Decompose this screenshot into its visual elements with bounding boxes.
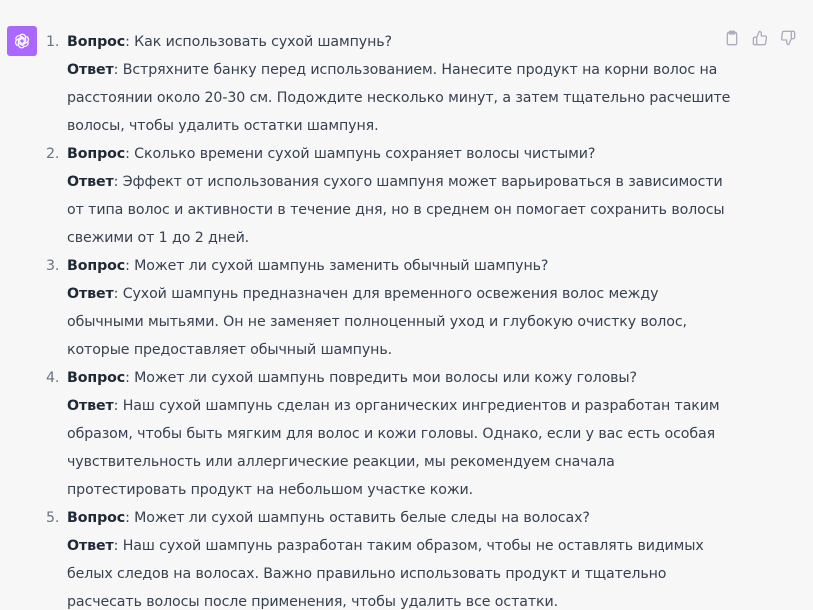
question-line bbox=[67, 252, 760, 280]
answer-text: белых следов на волосах. Важно правильно использовать продукт и тщательно bbox=[67, 566, 667, 582]
list-item bbox=[0, 140, 760, 252]
list-number: 4. bbox=[46, 370, 60, 386]
answer-text: расстоянии около 20-30 см. Подождите несколько минут, а затем тщательно расчешите bbox=[67, 90, 731, 106]
answer-text: от типа волос и активности в течение дня, но в среднем он помогает сохранить волосы bbox=[67, 202, 725, 218]
answer-text: : Сухой шампунь предназначен для временного освежения волос между bbox=[113, 286, 659, 302]
answer-line bbox=[67, 168, 760, 196]
thumbs-down-icon bbox=[780, 30, 796, 46]
question-line bbox=[67, 140, 760, 168]
answer-text: обычными мытьями. Он не заменяет полноценный уход и глубокую очистку волос, bbox=[67, 314, 687, 330]
list-item bbox=[0, 252, 760, 364]
answer-text: свежими от 1 до 2 дней. bbox=[67, 230, 250, 246]
question-text: : Может ли сухой шампунь заменить обычный шампунь? bbox=[125, 258, 549, 274]
answer-text: образом, чтобы быть мягким для волос и кожи головы. Однако, если у вас есть особая bbox=[67, 426, 716, 442]
question-text: : Как использовать сухой шампунь? bbox=[125, 34, 392, 50]
thumbs-down-button[interactable] bbox=[779, 29, 797, 47]
question-line bbox=[67, 28, 760, 56]
answer-text: которые предоставляет обычный шампунь. bbox=[67, 342, 392, 358]
answer-line bbox=[67, 280, 760, 308]
question-label: Вопрос bbox=[67, 370, 126, 386]
list-number: 5. bbox=[46, 510, 60, 526]
question-label: Вопрос bbox=[67, 34, 126, 50]
question-text: : Может ли сухой шампунь повредить мои волосы или кожу головы? bbox=[125, 370, 637, 386]
question-line bbox=[67, 364, 760, 392]
answer-label: Ответ bbox=[67, 174, 114, 190]
list-item bbox=[0, 28, 760, 140]
answer-text: : Эффект от использования сухого шампуня может варьироваться в зависимости bbox=[113, 174, 723, 190]
question-text: : Может ли сухой шампунь оставить белые следы на волосах? bbox=[125, 510, 590, 526]
list-item bbox=[0, 504, 760, 610]
qa-list bbox=[0, 28, 760, 610]
answer-label: Ответ bbox=[67, 62, 114, 78]
answer-label: Ответ bbox=[67, 398, 114, 414]
question-label: Вопрос bbox=[67, 258, 126, 274]
list-number: 1. bbox=[46, 34, 60, 50]
answer-text: чувствительность или аллергические реакции, мы рекомендуем сначала bbox=[67, 454, 615, 470]
question-label: Вопрос bbox=[67, 146, 126, 162]
answer-text: протестировать продукт на небольшом участке кожи. bbox=[67, 482, 474, 498]
question-label: Вопрос bbox=[67, 510, 126, 526]
question-line bbox=[67, 504, 760, 532]
question-text: : Сколько времени сухой шампунь сохраняет волосы чистыми? bbox=[125, 146, 596, 162]
answer-text: : Встряхните банку перед использованием. Нанесите продукт на корни волос на bbox=[113, 62, 718, 78]
answer-text: : Наш сухой шампунь разработан таким образом, чтобы не оставлять видимых bbox=[113, 538, 704, 554]
answer-label: Ответ bbox=[67, 286, 114, 302]
list-number: 3. bbox=[46, 258, 60, 274]
answer-line bbox=[67, 392, 760, 420]
answer-line bbox=[67, 532, 760, 560]
answer-text: : Наш сухой шампунь сделан из органических ингредиентов и разработан таким bbox=[113, 398, 720, 414]
list-item bbox=[0, 364, 760, 504]
answer-line bbox=[67, 56, 760, 84]
answer-text: волосы, чтобы удалить остатки шампуня. bbox=[67, 118, 379, 134]
answer-label: Ответ bbox=[67, 538, 114, 554]
answer-text: расчесать волосы после применения, чтобы удалить все остатки. bbox=[67, 594, 559, 610]
list-number: 2. bbox=[46, 146, 60, 162]
